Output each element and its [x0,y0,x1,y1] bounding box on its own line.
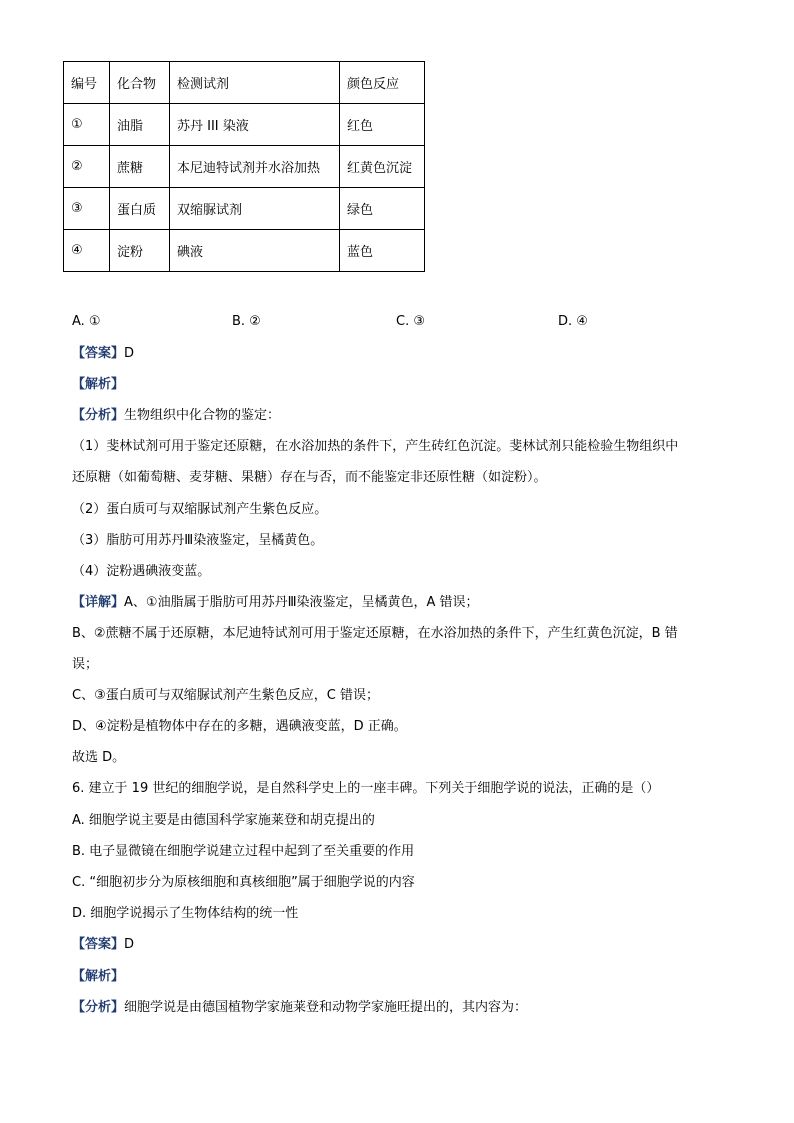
table-cell: 淀粉 [110,230,170,272]
detail-text: A、①油脂属于脂肪可用苏丹Ⅲ染液鉴定，呈橘黄色，A 错误； [124,595,479,610]
q6-option-a: A. 细胞学说主要是由德国科学家施莱登和胡克提出的 [72,813,375,828]
answer-tag: 【答案】 [72,346,125,361]
table-cell: ④ [64,230,110,272]
q5-detail: C、③蛋白质可与双缩脲试剂产生紫色反应，C 错误； [72,688,379,703]
q5-detail: D、④淀粉是植物体中存在的多糖，遇碘液变蓝，D 正确。 [72,719,407,734]
q5-point: （3）脂肪可用苏丹Ⅲ染液鉴定，呈橘黄色。 [72,533,324,548]
table-cell: 油脂 [110,104,170,146]
q5-point: 还原糖（如葡萄糖、麦芽糖、果糖）存在与否，而不能鉴定非还原性糖（如淀粉）。 [72,470,547,485]
q6-question: 6. 建立于 19 世纪的细胞学说，是自然科学史上的一座丰碑。下列关于细胞学说的说法，正确的是（） [72,781,660,796]
q5-option-d: D. ④ [558,314,588,329]
header-cell: 检测试剂 [170,62,340,104]
table-cell: 苏丹 III 染液 [170,104,340,146]
q5-option-a: A. ① [72,314,101,329]
reagent-table [63,61,425,272]
q5-point: （2）蛋白质可与双缩脲试剂产生紫色反应。 [72,502,328,517]
analysis-tag: 【解析】 [72,377,125,392]
table-cell: 双缩脲试剂 [170,188,340,230]
q5-analysis-tag [72,377,124,393]
fenxi-tag: 【分析】 [72,1000,125,1015]
q6-option-b: B. 电子显微镜在细胞学说建立过程中起到了至关重要的作用 [72,844,415,859]
q6-fenxi-line [72,1000,527,1016]
table-header-row [64,62,425,104]
fenxi-text: 生物组织中化合物的鉴定： [124,408,281,423]
q5-answer-line [72,346,134,362]
q6-answer-line [72,937,134,953]
q5-fenxi-line [72,408,280,424]
q5-point: （1）斐林试剂可用于鉴定还原糖，在水浴加热的条件下，产生砖红色沉淀。斐林试剂只能检验生物组织中 [72,439,679,454]
q5-detail-line [72,595,479,611]
answer-tag: 【答案】 [72,937,125,952]
q6-option-c: C. “细胞初步分为原核细胞和真核细胞”属于细胞学说的内容 [72,875,415,890]
q5-option-c: C. ③ [396,314,425,329]
analysis-tag: 【解析】 [72,969,125,984]
table-cell: 碘液 [170,230,340,272]
q6-option-d: D. 细胞学说揭示了生物体结构的统一性 [72,906,299,921]
q5-detail: B、②蔗糖不属于还原糖，本尼迪特试剂可用于鉴定还原糖，在水浴加热的条件下，产生红黄色沉淀，B 错 [72,626,678,641]
table-row [64,146,425,188]
answer-value: D [124,937,135,952]
table-cell: 蔗糖 [110,146,170,188]
table-row [64,230,425,272]
table-cell: 红色 [340,104,425,146]
q5-point: （4）淀粉遇碘液变蓝。 [72,564,211,579]
q5-conclusion: 故选 D。 [72,750,126,765]
table-cell: 本尼迪特试剂并水浴加热 [170,146,340,188]
header-cell: 编号 [64,62,110,104]
header-cell: 化合物 [110,62,170,104]
detail-tag: 【详解】 [72,595,125,610]
table-cell: 蛋白质 [110,188,170,230]
answer-value: D [124,346,135,361]
table-row [64,104,425,146]
fenxi-text: 细胞学说是由德国植物学家施莱登和动物学家施旺提出的，其内容为： [124,1000,528,1015]
table-cell: ① [64,104,110,146]
table-cell: 蓝色 [340,230,425,272]
table-row [64,188,425,230]
table-cell: 红黄色沉淀 [340,146,425,188]
table-cell: ② [64,146,110,188]
table-cell: 绿色 [340,188,425,230]
fenxi-tag: 【分析】 [72,408,125,423]
q5-detail: 误； [72,657,99,672]
header-cell: 颜色反应 [340,62,425,104]
q5-option-b: B. ② [232,314,261,329]
q6-analysis-tag [72,969,124,985]
table-cell: ③ [64,188,110,230]
